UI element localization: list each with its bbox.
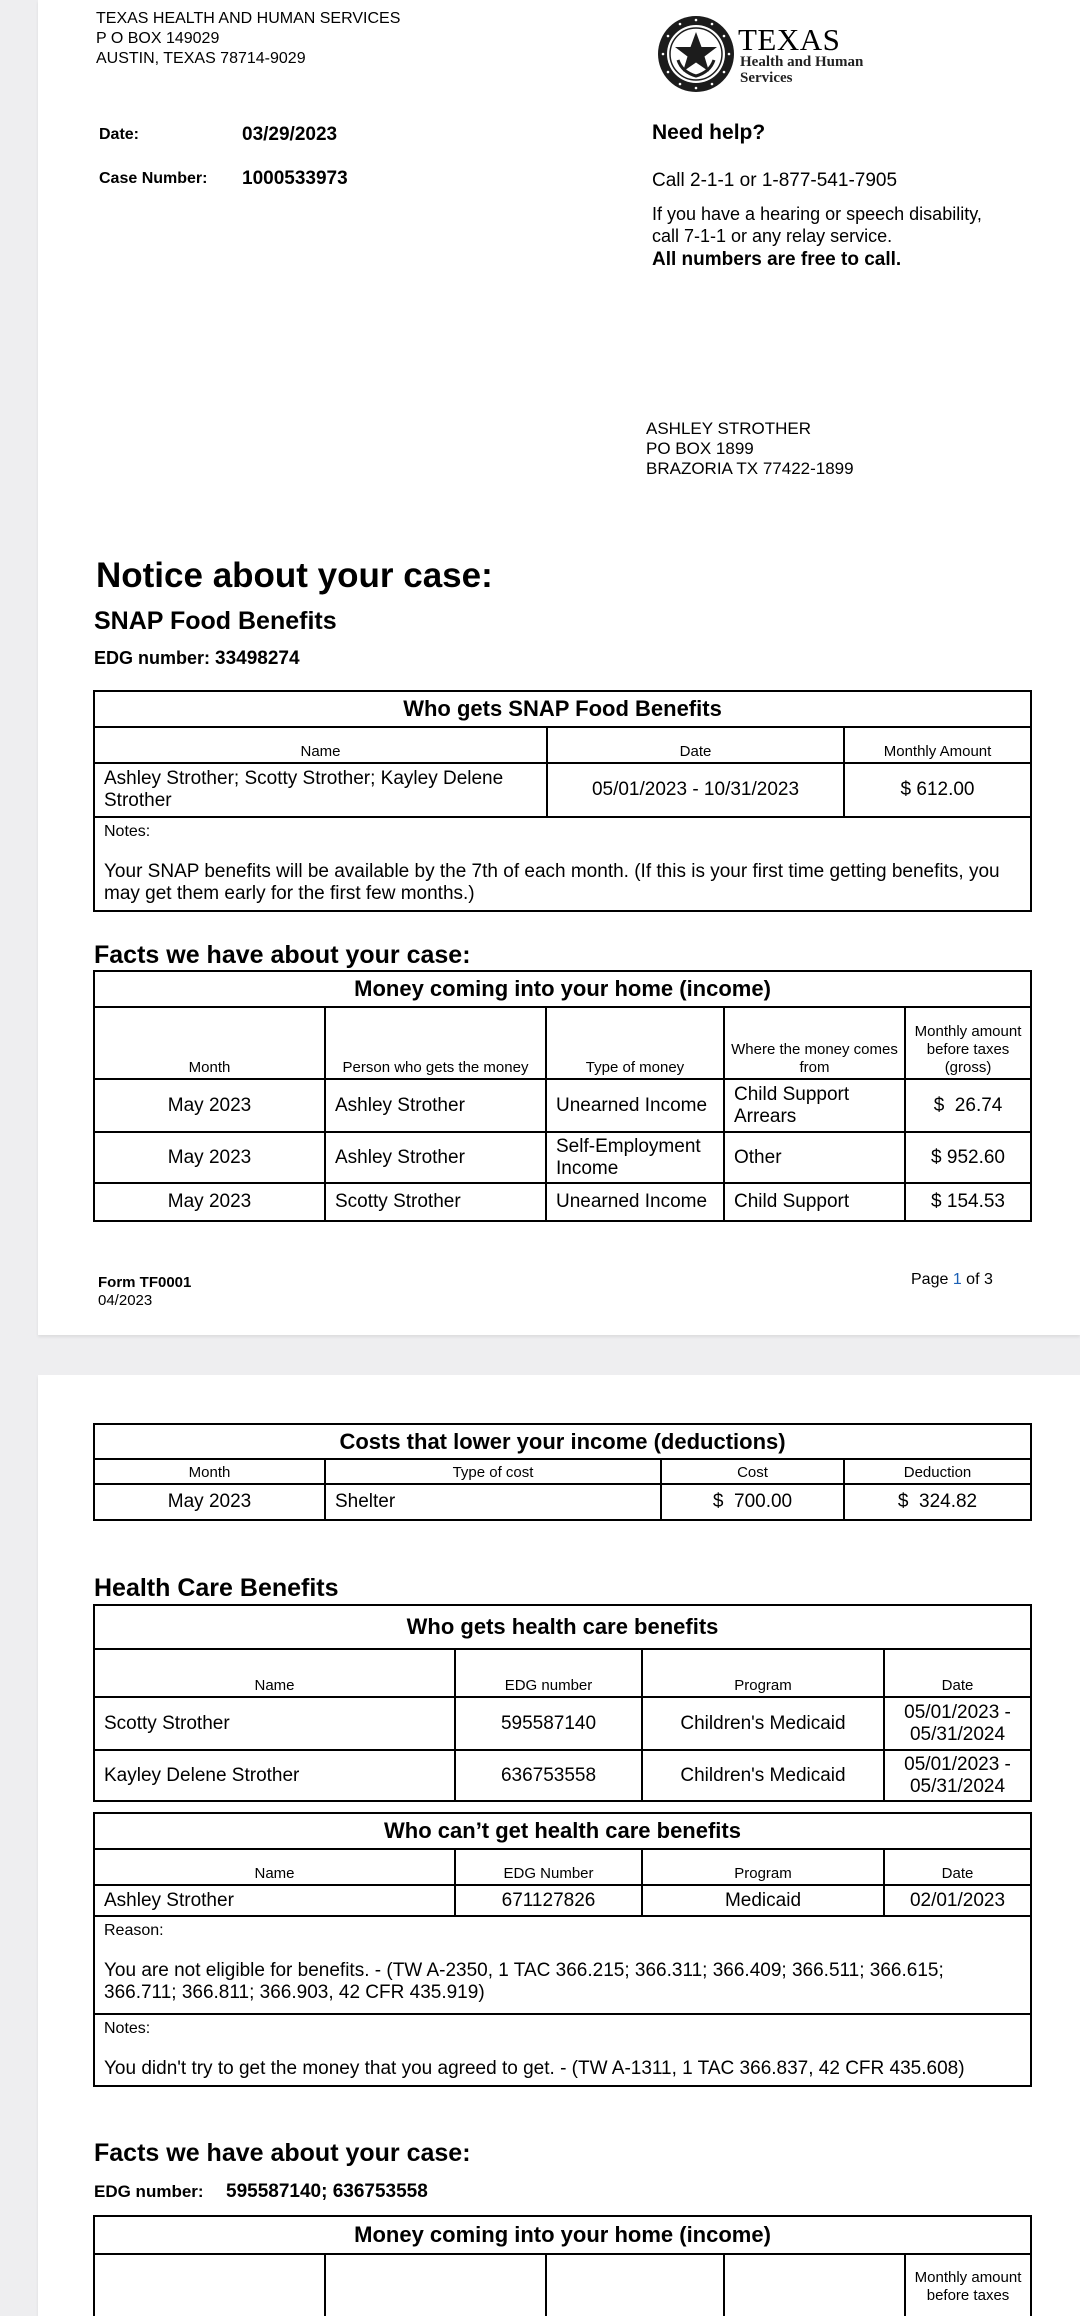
health-cant-caption: Who can’t get health care benefits [94,1813,1031,1849]
facts-heading-2: Facts we have about your case: [94,2139,471,2167]
health-gets-caption: Who gets health care benefits [94,1605,1031,1649]
ineligible-program: Medicaid [642,1885,884,1916]
recipient-name: ASHLEY STROTHER [646,419,812,438]
logo-word: TEXAS [738,22,841,57]
income-month: May 2023 [94,1079,325,1132]
income-source: Child Support Arrears [724,1079,905,1132]
help-relay-line-2: call 7-1-1 or any relay service. [652,226,893,246]
income-month: May 2023 [94,1132,325,1183]
snap-header-date: Date [547,727,844,763]
income-person: Ashley Strother [325,1079,546,1132]
income-header-amount: Monthly amount before taxes (gross) [905,1007,1031,1079]
ineligible-date: 02/01/2023 [884,1885,1031,1916]
health-gets-table [93,1604,1032,1802]
need-help-title: Need help? [652,121,766,144]
snap-table-caption: Who gets SNAP Food Benefits [94,691,1031,727]
table-row [94,1079,1031,1132]
table-row [94,1885,1031,1916]
income-type: Self-Employment Income [546,1132,724,1183]
income-amount: $ 154.53 [905,1183,1031,1221]
deductions-header-deduction: Deduction [844,1459,1031,1484]
health-person-name: Scotty Strother [94,1697,455,1750]
health-gets-header-name: Name [94,1649,455,1697]
deductions-header-type: Type of cost [325,1459,661,1484]
health-cant-header-name: Name [94,1849,455,1885]
table-row [94,1750,1031,1801]
logo-subline-1: Health and Human [740,54,864,70]
income-type: Unearned Income [546,1079,724,1132]
facts-heading: Facts we have about your case: [94,941,471,969]
notice-page-1 [38,0,1080,1335]
table-row [94,1697,1031,1750]
notice-title: Notice about your case: [96,556,493,595]
program-title: SNAP Food Benefits [94,607,337,635]
health-date-range: 05/01/2023 - 05/31/2024 [884,1697,1031,1750]
deduction-type: Shelter [325,1484,661,1520]
health-notes-text: You didn't try to get the money that you agreed to get. - (TW A-1311, 1 TAC 366.837, 42 CFR 435.608) [104,2058,965,2079]
notice-page-2 [38,1375,1080,2316]
income-month: May 2023 [94,1183,325,1221]
health-care-heading: Health Care Benefits [94,1574,339,1602]
health-cant-header-date: Date [884,1849,1031,1885]
sender-line-2: P O BOX 149029 [96,30,220,47]
help-relay-text [652,203,982,247]
reason-cell [94,1916,1031,2014]
deduction-amount: $ 324.82 [844,1484,1031,1520]
edg-value: 33498274 [215,648,300,669]
health-program: Children's Medicaid [642,1697,884,1750]
hhs-logo [656,14,866,94]
health-edg-number: 595587140 [455,1697,642,1750]
health-cant-header-edg: EDG Number [455,1849,642,1885]
income-header-source: Where the money comes from [724,1007,905,1079]
income-amount: $ 26.74 [905,1079,1031,1132]
table-row [94,1484,1031,1520]
health-gets-header-date: Date [884,1649,1031,1697]
snap-notes-text: Your SNAP benefits will be available by the 7th of each month. (If this is your first time getting benefits, you may get them early for the first few months.) [104,861,1000,904]
reason-label: Reason: [104,1922,164,1939]
health-person-name: Kayley Delene Strother [94,1750,455,1801]
income-amount: $ 952.60 [905,1132,1031,1183]
health-gets-header-program: Program [642,1649,884,1697]
health-notes-cell [94,2014,1031,2086]
income2-header-amount: Monthly amount before taxes [905,2254,1031,2316]
snap-recipient-names: Ashley Strother; Scotty Strother; Kayley Delene Strother [94,763,547,817]
form-date: 04/2023 [98,1292,153,1309]
deduction-month: May 2023 [94,1484,325,1520]
health-cant-header-program: Program [642,1849,884,1885]
sender-address [96,9,400,69]
income-person: Scotty Strother [325,1183,546,1221]
deductions-header-month: Month [94,1459,325,1484]
date-label: Date: [99,126,140,143]
income2-header-month [94,2254,325,2316]
form-identifier [98,1274,191,1310]
sender-line-1: TEXAS HEALTH AND HUMAN SERVICES [96,10,401,27]
logo-subline-2: Services [740,70,793,86]
income2-header-type [546,2254,724,2316]
date-value: 03/29/2023 [242,124,338,145]
health-program: Children's Medicaid [642,1750,884,1801]
health-gets-header-edg: EDG number [455,1649,642,1697]
page-suffix: of 3 [961,1271,993,1288]
income-header-type: Type of money [546,1007,724,1079]
ineligible-person-name: Ashley Strother [94,1885,455,1916]
health-date-range: 05/01/2023 - 05/31/2024 [884,1750,1031,1801]
help-phone-line: Call 2-1-1 or 1-877-541-7905 [652,170,898,191]
health-edg-number: 636753558 [455,1750,642,1801]
ineligible-edg-number: 671127826 [455,1885,642,1916]
income-source: Child Support [724,1183,905,1221]
reason-text: You are not eligible for benefits. - (TW A-2350, 1 TAC 366.215; 366.311; 366.409; 366.511; 366.615; 366.711; 366.811; 366.903, 42 CFR 435.919) [104,1960,944,2003]
facts2-edg-value: 595587140; 636753558 [226,2181,428,2202]
help-free-line: All numbers are free to call. [652,249,902,270]
recipient-address [646,419,854,479]
page-prefix: Page [911,1271,953,1288]
income-table-2 [93,2215,1032,2316]
case-number-value: 1000533973 [242,168,348,189]
texas-seal-icon [656,14,736,94]
snap-benefit-dates: 05/01/2023 - 10/31/2023 [547,763,844,817]
income-table-2-caption: Money coming into your home (income) [94,2216,1031,2254]
snap-header-name: Name [94,727,547,763]
table-row [94,1183,1031,1221]
recipient-address-2: BRAZORIA TX 77422-1899 [646,459,854,478]
deductions-table [93,1423,1032,1521]
income2-header-person [325,2254,546,2316]
income-type: Unearned Income [546,1183,724,1221]
page-number [911,1271,993,1289]
income-person: Ashley Strother [325,1132,546,1183]
income-table-caption: Money coming into your home (income) [94,971,1031,1007]
sender-line-3: AUSTIN, TEXAS 78714-9029 [96,50,306,67]
income2-header-source [724,2254,905,2316]
health-cant-table [93,1812,1032,2087]
table-row [94,1132,1031,1183]
health-notes-label: Notes: [104,2020,151,2037]
income-source: Other [724,1132,905,1183]
deductions-caption: Costs that lower your income (deductions) [94,1424,1031,1459]
recipient-address-1: PO BOX 1899 [646,439,754,458]
case-number-label: Case Number: [99,170,208,187]
income-header-month: Month [94,1007,325,1079]
deductions-header-cost: Cost [661,1459,844,1484]
form-number: Form TF0001 [98,1274,192,1291]
edg-number-row [94,648,300,670]
snap-benefits-table [93,690,1032,912]
edg-label: EDG number: [94,648,211,668]
facts2-edg-label: EDG number: [94,2182,204,2201]
snap-notes-label: Notes: [104,823,151,840]
income-header-person: Person who gets the money [325,1007,546,1079]
help-relay-line-1: If you have a hearing or speech disability, [652,204,982,224]
deduction-cost: $ 700.00 [661,1484,844,1520]
snap-header-amount: Monthly Amount [844,727,1031,763]
page-current: 1 [952,1271,962,1288]
snap-monthly-amount: $ 612.00 [844,763,1031,817]
income-table [93,970,1032,1222]
snap-notes-cell [94,817,1031,911]
